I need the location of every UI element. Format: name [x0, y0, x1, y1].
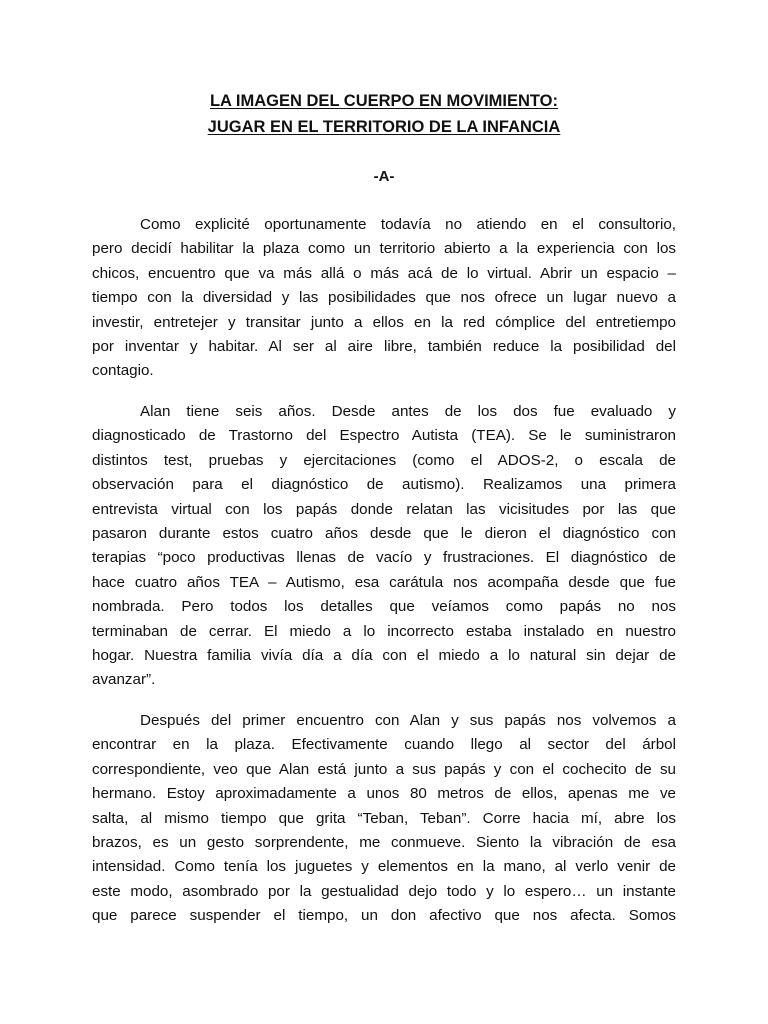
paragraph-line: avanzar”.: [92, 671, 156, 689]
paragraph-line: pero decidí habilitar la plaza como un territorio abierto a la experiencia con los: [92, 240, 676, 258]
paragraph-line: Como explicité oportunamente todavía no atiendo en el consultorio,: [140, 216, 676, 233]
paragraph-line: diagnosticado de Trastorno del Espectro Autista (TEA). Se le suministraron: [92, 427, 676, 445]
paragraph-line: investir, entretejer y transitar junto a ellos en la red cómplice del entretiempo: [92, 313, 676, 331]
paragraph-line: brazos, es un gesto sorprendente, me conmueve. Siento la vibración de esa: [92, 834, 676, 852]
paragraph-line: tiempo con la diversidad y las posibilidades que nos ofrece un lugar nuevo a: [92, 289, 676, 307]
document-title-line-1: [92, 88, 676, 114]
paragraph-line: terminaban de cerrar. El miedo a lo incorrecto estaba instalado en nuestro: [92, 622, 676, 640]
paragraph-line: este modo, asombrado por la gestualidad dejo todo y lo espero… un instante: [92, 882, 676, 900]
paragraph-line: chicos, encuentro que va más allá o más acá de lo virtual. Abrir un espacio –: [92, 264, 676, 282]
paragraph-line: que parece suspender el tiempo, un don afectivo que nos afecta. Somos: [92, 907, 676, 925]
title-colon: :: [552, 92, 559, 110]
title-main-text: LA IMAGEN DEL CUERPO EN MOVIMIENTO: [209, 92, 553, 110]
paragraph-line: intensidad. Como tenía los juguetes y elementos en la mano, al verlo venir de: [92, 858, 676, 876]
paragraph-line: nombrada. Pero todos los detalles que veíamos como papás no nos: [92, 598, 676, 616]
paragraph-line: observación para el diagnóstico de autismo). Realizamos una primera: [92, 476, 676, 494]
paragraph-line: distintos test, pruebas y ejercitaciones (como el ADOS-2, o escala de: [92, 451, 676, 469]
paragraph-line: Después del primer encuentro con Alan y sus papás nos volvemos a: [140, 712, 676, 729]
paragraph-line: hace cuatro años TEA – Autismo, esa carátula nos acompaña desde que fue: [92, 573, 676, 591]
title-block: [92, 88, 676, 140]
section-marker: -A-: [373, 168, 395, 185]
paragraph-line: salta, al mismo tiempo que grita “Teban, Teban”. Corre hacia mí, abre los: [92, 809, 676, 827]
document-title-line-2: JUGAR EN EL TERRITORIO DE LA INFANCIA: [207, 118, 561, 136]
paragraph-line: contagio.: [92, 362, 154, 380]
paragraph-line: encontrar en la plaza. Efectivamente cuando llego al sector del árbol: [92, 736, 676, 754]
paragraph-line: terapias “poco productivas llenas de vacío y frustraciones. El diagnóstico de: [92, 549, 676, 567]
paragraph-line: hermano. Estoy aproximadamente a unos 80 metros de ellos, apenas me ve: [92, 785, 676, 803]
paragraph-line: entrevista virtual con los papás donde relatan las vicisitudes por las que: [92, 500, 676, 518]
paragraph-line: hogar. Nuestra familia vivía día a día con el miedo a lo natural sin dejar de: [92, 647, 676, 665]
paragraph-line: correspondiente, veo que Alan está junto a sus papás y con el cochecito de su: [92, 760, 676, 778]
paragraph-line: por inventar y habitar. Al ser al aire libre, también reduce la posibilidad del: [92, 338, 676, 356]
paragraph-line: pasaron durante estos cuatro años desde que le dieron el diagnóstico con: [92, 525, 676, 543]
paragraph-2: [92, 400, 676, 693]
paragraph-1: [92, 213, 676, 384]
paragraph-line: Alan tiene seis años. Desde antes de los dos fue evaluado y: [140, 403, 676, 420]
paragraph-3: [92, 709, 676, 929]
